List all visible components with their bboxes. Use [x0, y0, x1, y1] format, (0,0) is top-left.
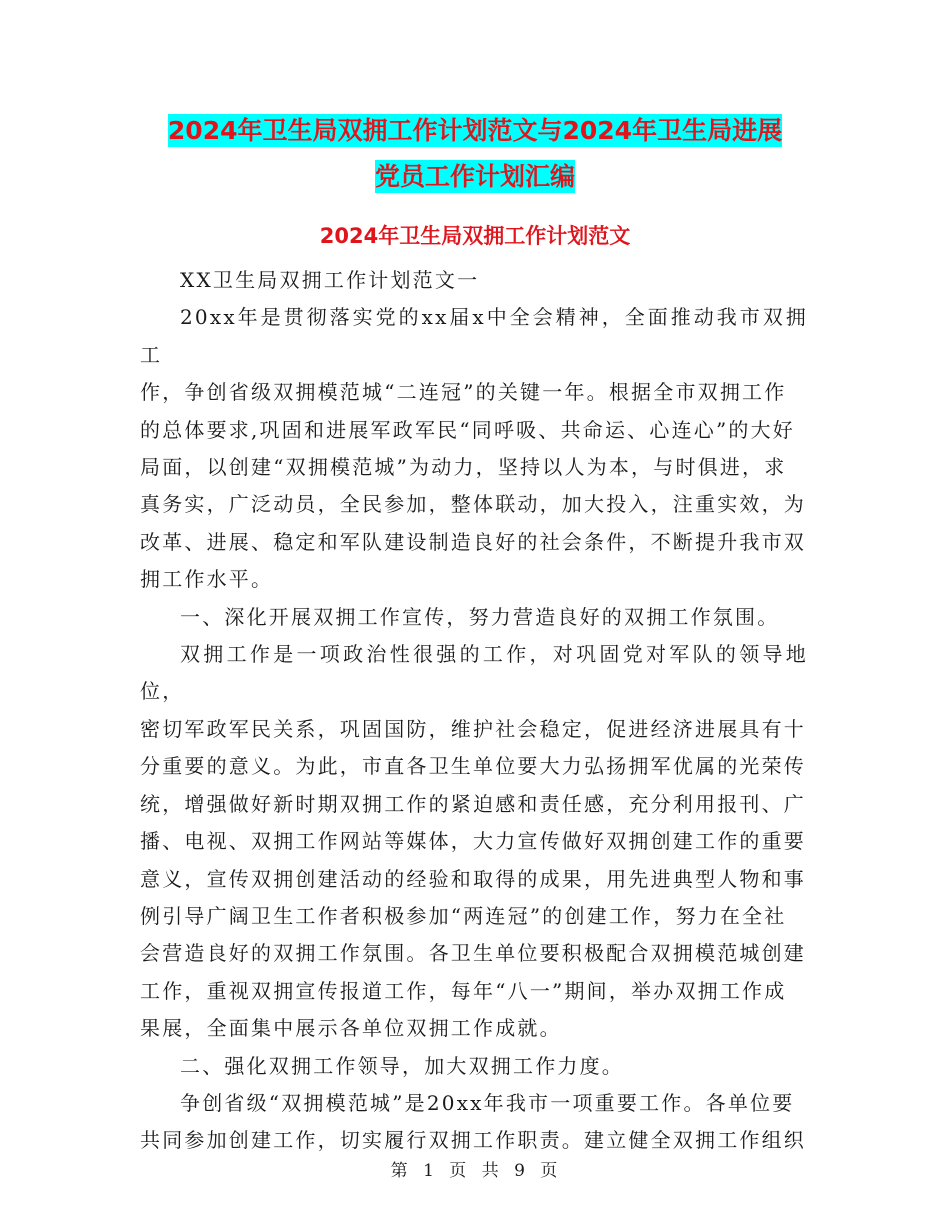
paragraph-intro: 20xx年是贯彻落实党的xx届x中全会精神，全面推动我市双拥工 作，争创省级双拥模范城“二连冠”的关键一年。根据全市双拥工作 的总体要求,巩固和进展军政军民“同呼吸、共命运、心连心”的大好 局面，以创建“双拥模范城”为动力，坚持以人为本，与时俱进，求 真务实，广泛动员，全民参加，整体联动，加大投入，注重实效，为 改革、进展、稳定和军队建设制造良好的社会条件，不断提升我市双 拥工作水平。 [140, 305, 808, 592]
footer-prefix: 第 [390, 1161, 410, 1181]
paragraph-heading-2: 二、强化双拥工作领导，加大双拥工作力度。 [180, 1053, 624, 1078]
footer-total-word: 共 [481, 1161, 501, 1181]
paragraph-body-1: 双拥工作是一项政治性很强的工作，对巩固党对军队的领导地位， 密切军政军民关系，巩固国防，维护社会稳定，促进经济进展具有十 分重要的意义。为此，市直各卫生单位要大力弘扬拥军优属的光荣传 统，增强做好新时期双拥工作的紧迫感和责任感，充分利用报刊、广 播、电视、双拥工作网站等媒体，大力宣传做好双拥创建工作的重要 意义，宣传双拥创建活动的经验和取得的成果，用先进典型人物和事 例引导广阔卫生工作者积极参加“两连冠”的创建工作，努力在全社 会营造良好的双拥工作氛围。各卫生单位要积极配合双拥模范城创建 工作，重视双拥宣传报道工作，每年“八一”期间，举办双拥工作成 果展，全面集中展示各单位双拥工作成就。 [140, 642, 808, 1041]
paragraph-subtitle: XX卫生局双拥工作计划范文一 [180, 268, 480, 292]
footer-suffix: 页 [540, 1161, 560, 1181]
paragraph-heading-1: 一、深化开展双拥工作宣传，努力营造良好的双拥工作氛围。 [180, 604, 780, 629]
main-title-line-2: 党员工作计划汇编 [374, 162, 575, 191]
page-footer [0, 1156, 950, 1181]
footer-total-pages: 9 [514, 1161, 527, 1181]
section-title: 2024年卫生局双拥工作计划范文 [319, 224, 631, 248]
document-main-title [140, 108, 810, 200]
footer-page-word: 页 [449, 1161, 469, 1181]
document-body [140, 262, 808, 1160]
main-title-line-1: 2024年卫生局双拥工作计划范文与2024年卫生局进展 [167, 116, 783, 145]
footer-current-page: 1 [423, 1161, 436, 1181]
paragraph-body-2: 争创省级“双拥模范城”是20xx年我市一项重要工作。各单位要 共同参加创建工作，切实履行双拥工作职责。建立健全双拥工作组织 [140, 1090, 806, 1153]
